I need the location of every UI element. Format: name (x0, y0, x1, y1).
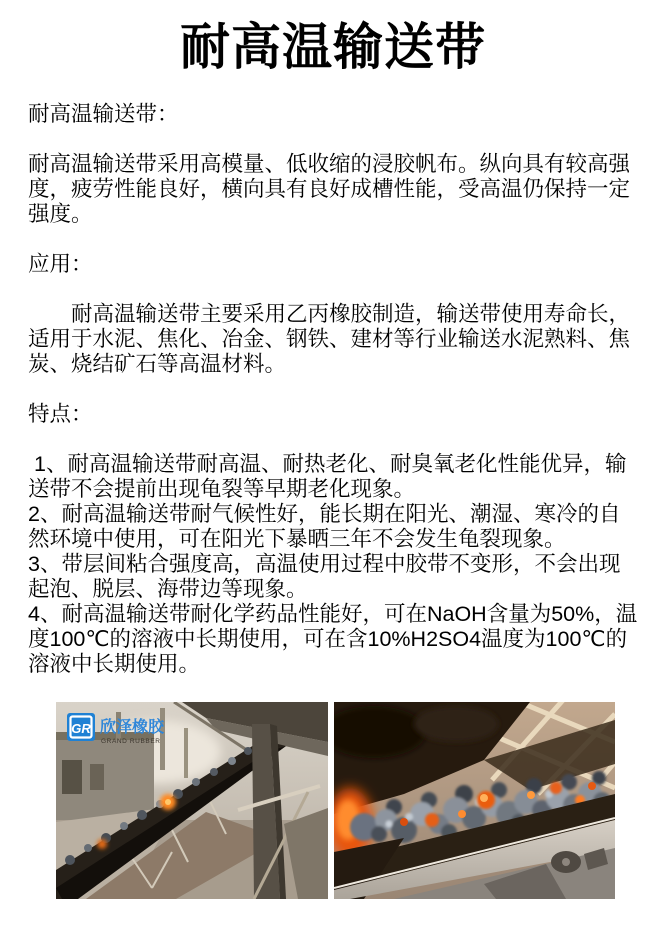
logo-name-en: GRAND RUBBER (101, 738, 161, 745)
product-photos (56, 702, 666, 899)
application-label: 应用： (28, 252, 93, 276)
logo-monogram: GR (71, 721, 91, 736)
feature-item-1: 1、耐高温输送带耐高温、耐热老化、耐臭氧老化性能优异，输送带不会提前出现龟裂等早期老化现象。 (28, 452, 627, 501)
feature-item-2: 2、耐高温输送带耐气候性好，能长期在阳光、潮湿、寒冷的自然环境中使用，可在阳光下暴晒三年不会发生龟裂现象。 (28, 502, 621, 551)
application-paragraph: 耐高温输送带主要采用乙丙橡胶制造，输送带使用寿命长，适用于水泥、焦化、冶金、钢铁、建材等行业输送水泥熟料、焦炭、烧结矿石等高温材料。 (28, 302, 631, 376)
logo-name-cn: 欣泽橡胶 (100, 719, 165, 736)
feature-item-3: 3、带层间粘合强度高，高温使用过程中胶带不变形，不会出现起泡、脱层、海带边等现象。 (28, 552, 621, 601)
conveyor-factory-illustration (56, 702, 328, 899)
feature-item-4: 4、耐高温输送带耐化学药品性能好，可在NaOH含量为50%，温度100℃的溶液中长期使用，可在含10%H2SO4温度为100℃的溶液中长期使用。 (28, 602, 638, 676)
photo-hot-material-belt (334, 702, 615, 899)
intro-paragraph: 耐高温输送带采用高模量、低收缩的浸胶帆布。纵向具有较高强度，疲劳性能良好，横向具有良好成槽性能，受高温仍保持一定强度。 (28, 152, 631, 226)
product-description (0, 102, 666, 677)
hot-material-illustration (334, 702, 615, 899)
page-title: 耐高温输送带 (180, 19, 486, 75)
photo-conveyor-factory (56, 702, 328, 899)
intro-label: 耐高温输送带： (28, 102, 179, 126)
features-label: 特点： (28, 402, 93, 426)
